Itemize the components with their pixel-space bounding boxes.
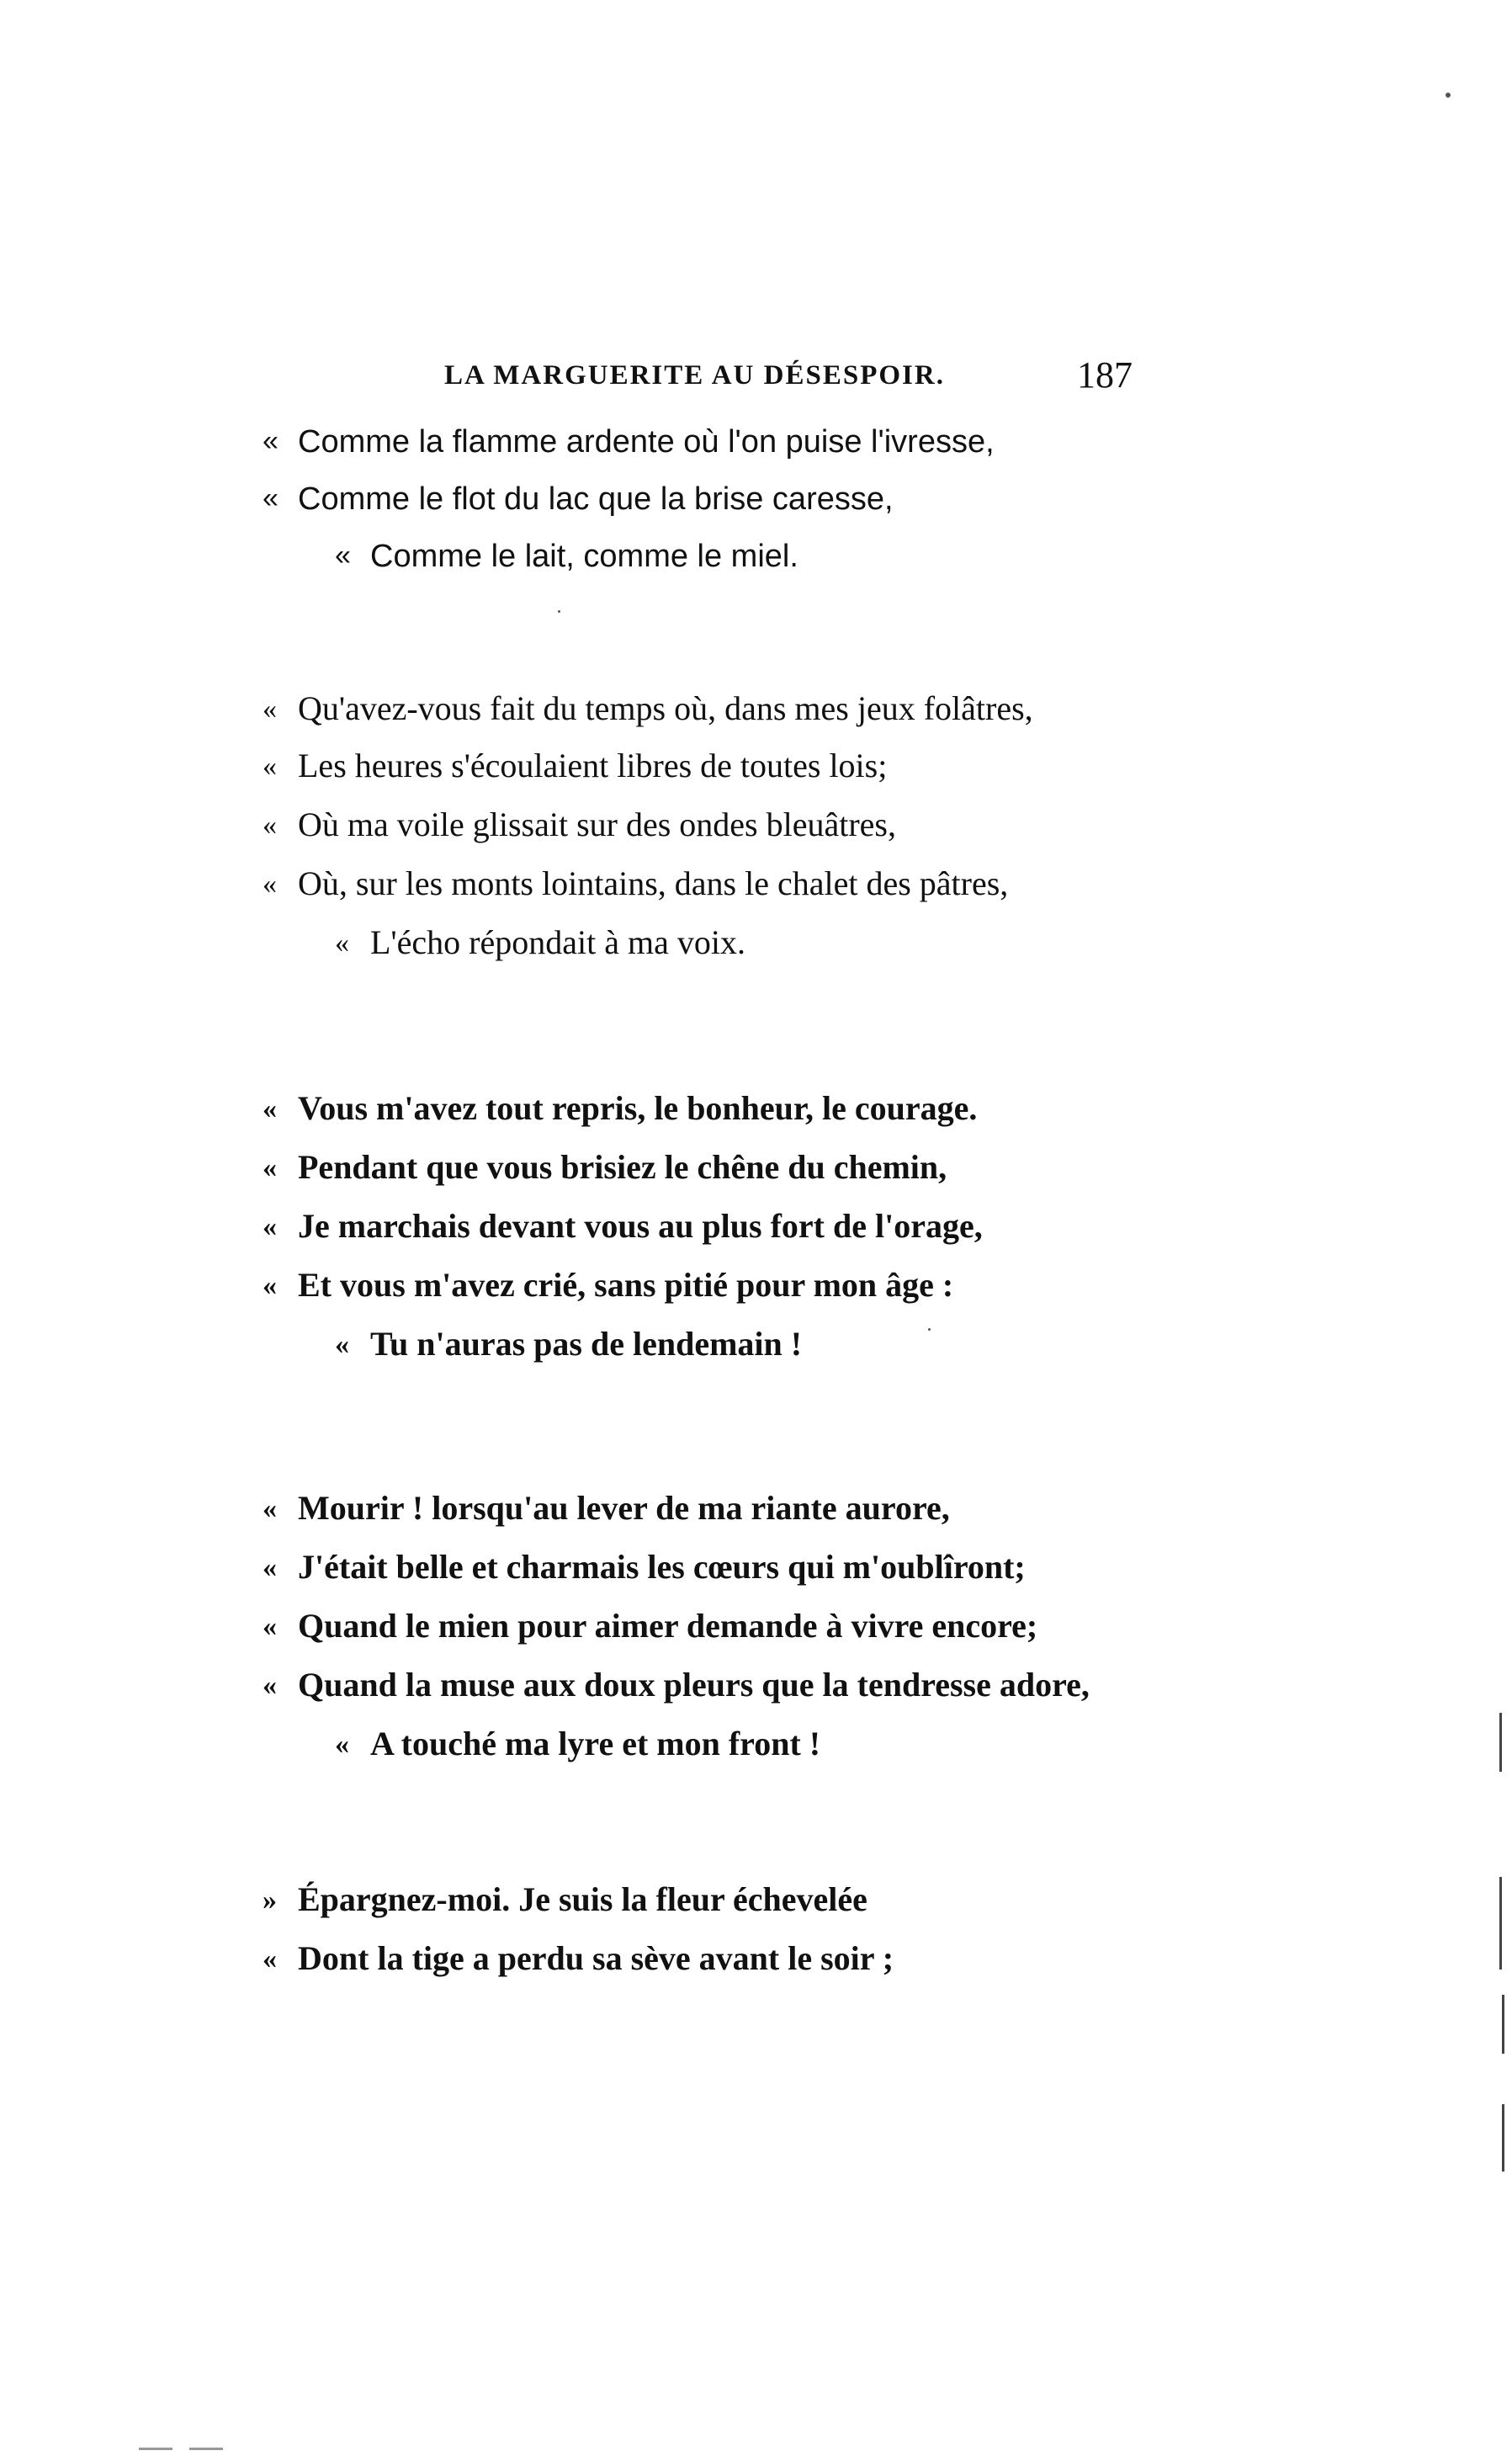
quote-mark: «	[263, 1493, 277, 1524]
quote-mark: «	[263, 810, 277, 841]
quote-mark: «	[263, 1552, 277, 1583]
verse-text: Comme le lait, comme le miel.	[370, 539, 798, 574]
quote-mark: «	[335, 1729, 349, 1760]
verse-line	[263, 1149, 947, 1187]
verse-line	[335, 1725, 820, 1763]
verse-line	[263, 806, 896, 844]
verse-text: Épargnez-moi. Je suis la fleur échevelée	[298, 1880, 867, 1918]
verse-text: Les heures s'écoulaient libres de toutes lois;	[298, 747, 888, 784]
verse-line	[263, 480, 894, 518]
verse-line	[263, 865, 1008, 903]
quote-mark: «	[263, 1152, 277, 1183]
quote-mark: «	[263, 1211, 277, 1242]
running-title: LA MARGUERITE AU DÉSESPOIR.	[444, 360, 945, 391]
margin-mark	[1502, 1995, 1504, 2054]
quote-mark: «	[263, 482, 279, 514]
quote-mark: «	[263, 694, 277, 725]
verse-line	[263, 1090, 977, 1128]
verse-text: A touché ma lyre et mon front !	[370, 1725, 821, 1762]
verse-line	[263, 747, 887, 785]
verse-text: Quand le mien pour aimer demande à vivre encore;	[298, 1607, 1038, 1645]
verse-line	[263, 1881, 867, 1919]
verse-line	[335, 1326, 802, 1364]
verse-line	[263, 1490, 950, 1528]
quote-mark: «	[263, 751, 277, 782]
quote-mark: «	[263, 1670, 277, 1701]
verse-line	[263, 690, 1033, 728]
scan-speck	[558, 610, 560, 613]
quote-mark: «	[335, 1329, 349, 1360]
quote-mark: «	[335, 540, 351, 571]
verse-line	[263, 1940, 894, 1978]
verse-text: L'écho répondait à ma voix.	[370, 923, 745, 961]
verse-text: Comme la flamme ardente où l'on puise l'ivresse,	[298, 424, 995, 460]
quote-mark: «	[263, 1943, 277, 1975]
verse-text: J'était belle et charmais les cœurs qui m'oublîront;	[298, 1548, 1026, 1586]
quote-mark: »	[263, 1885, 277, 1916]
quote-mark: «	[263, 425, 279, 457]
margin-mark	[1502, 2104, 1504, 2172]
verse-line	[263, 1549, 1026, 1587]
verse-line	[263, 1267, 953, 1305]
verse-text: Tu n'auras pas de lendemain !	[370, 1325, 803, 1363]
verse-text: Quand la muse aux doux pleurs que la tendresse adore,	[298, 1666, 1090, 1704]
verse-line	[263, 1208, 983, 1246]
margin-mark	[1499, 1877, 1502, 1970]
page-number: 187	[1077, 354, 1133, 396]
verse-text: Où ma voile glissait sur des ondes bleuâtres,	[298, 805, 896, 843]
quote-mark: «	[263, 1093, 277, 1124]
verse-text: Pendant que vous brisiez le chêne du chemin,	[298, 1148, 947, 1186]
verse-text: Où, sur les monts lointains, dans le chalet des pâtres,	[298, 864, 1009, 902]
scan-edge-mark	[139, 2448, 172, 2450]
verse-line	[335, 924, 745, 962]
quote-mark: «	[335, 928, 349, 959]
verse-text: Je marchais devant vous au plus fort de l'orage,	[298, 1207, 983, 1245]
verse-text: Mourir ! lorsqu'au lever de ma riante aurore,	[298, 1489, 950, 1527]
verse-text: Qu'avez-vous fait du temps où, dans mes jeux folâtres,	[298, 689, 1033, 727]
quote-mark: «	[263, 1270, 277, 1301]
scan-speck	[1446, 93, 1451, 98]
quote-mark: «	[263, 869, 277, 900]
verse-line	[263, 1608, 1037, 1645]
scan-speck	[928, 1328, 931, 1331]
verse-line	[263, 423, 995, 460]
verse-text: Vous m'avez tout repris, le bonheur, le courage.	[298, 1089, 978, 1127]
verse-text: Dont la tige a perdu sa sève avant le soir ;	[298, 1939, 894, 1977]
verse-line	[335, 537, 798, 575]
verse-text: Et vous m'avez crié, sans pitié pour mon âge :	[298, 1266, 954, 1304]
verse-line	[263, 1667, 1090, 1704]
quote-mark: «	[263, 1611, 277, 1642]
scan-edge-mark	[189, 2448, 223, 2450]
margin-mark	[1499, 1713, 1502, 1772]
verse-text: Comme le flot du lac que la brise caresse,	[298, 481, 894, 517]
